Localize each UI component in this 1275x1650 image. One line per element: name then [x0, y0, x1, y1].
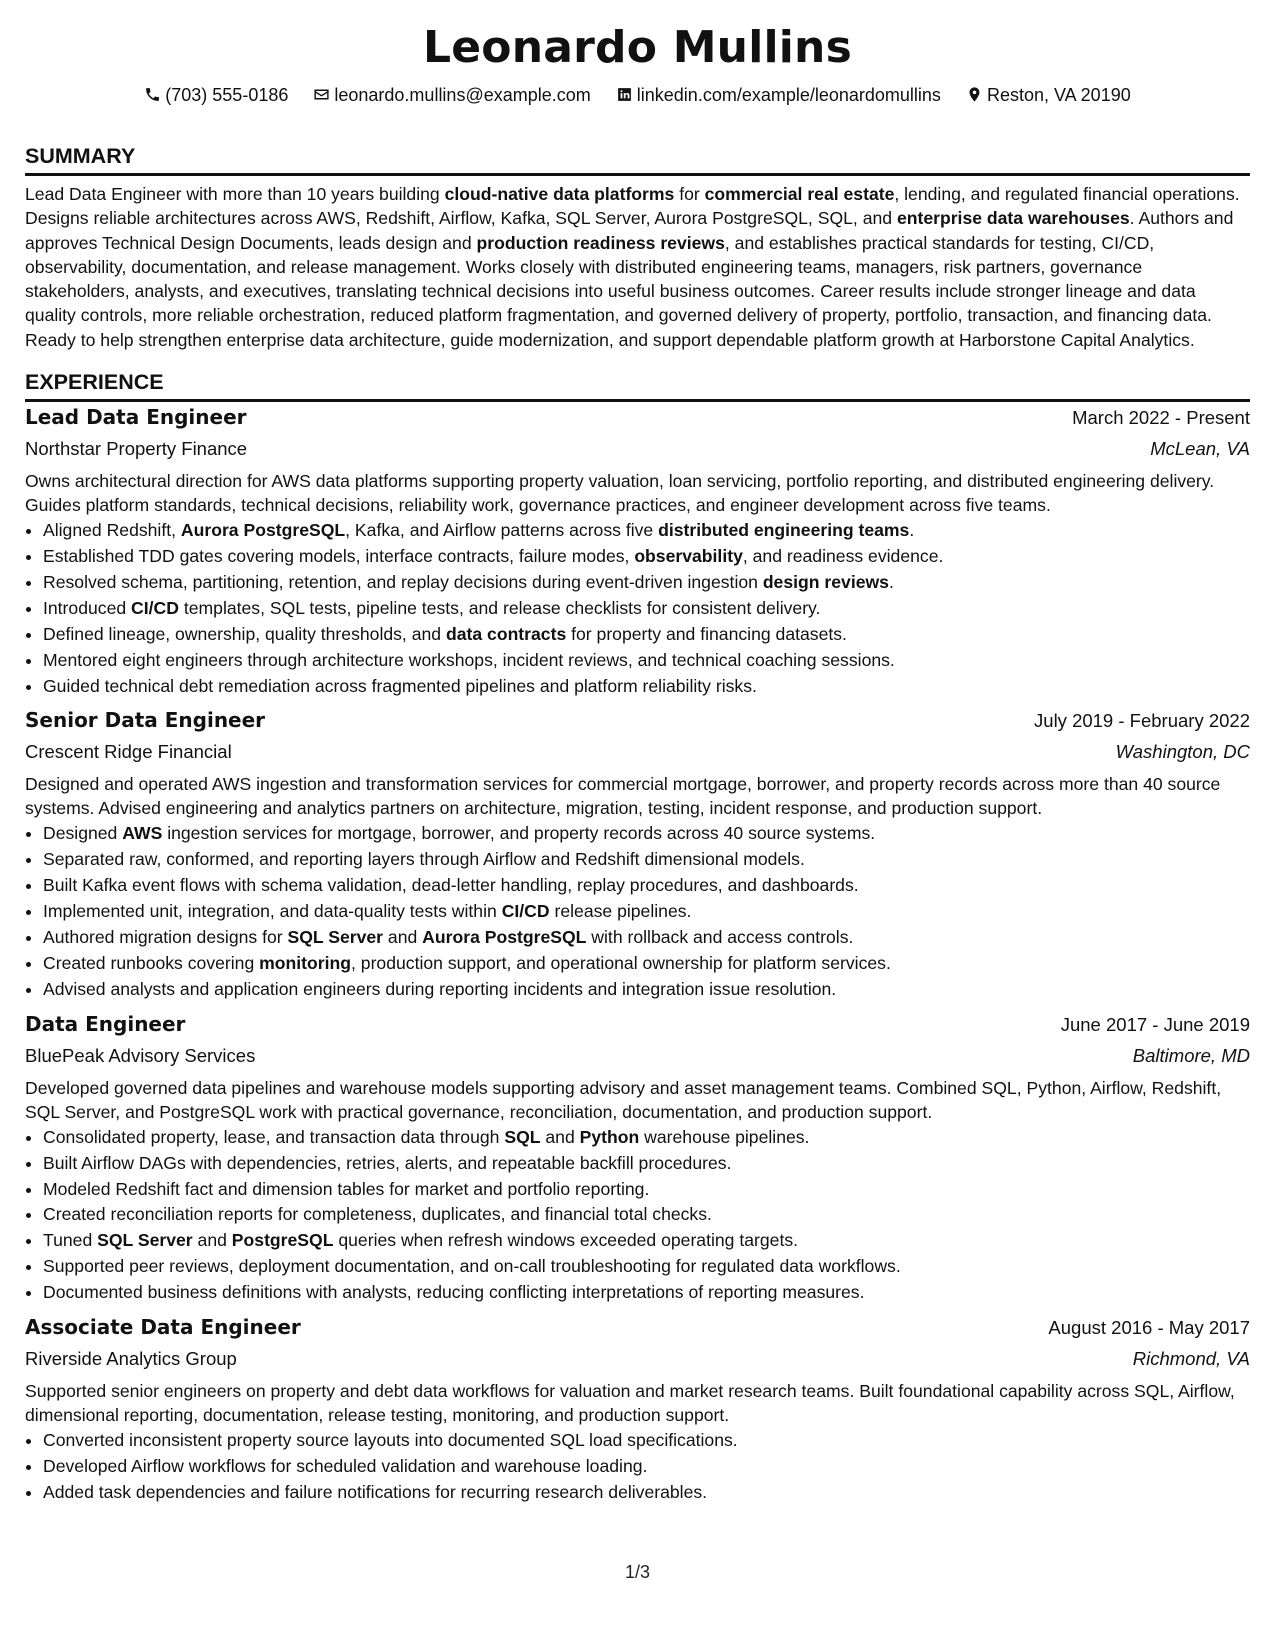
- text-run: , and establishes practical standards for testing, CI/CD, observability, documentation, and release management. Works closely with distributed engineering teams, managers, risk partners, governance stakeholders, analysts, and executives, translating technical decisions into useful business outcomes. Career results include stronger lineage and data quality controls, more reliable orchestration, reduced platform fragmentation, and governed delivery of property, portfolio, transaction, and financing data. Ready to help strengthen enterprise data architecture, guide modernization, and support dependable platform growth at Harborstone Capital Analytics.: [25, 232, 1212, 350]
- job-bullets: [25, 821, 1250, 1002]
- bold-text: monitoring: [259, 952, 352, 973]
- bold-text: enterprise data warehouses: [896, 208, 1130, 229]
- bold-text: commercial real estate: [704, 184, 895, 204]
- bold-text: design reviews: [762, 571, 889, 592]
- bullet-item: [43, 1125, 1250, 1151]
- text-run: Mentored eight engineers through architecture workshops, incident reviews, and technical coaching sessions.: [43, 649, 895, 670]
- text-run: , production support, and operational ownership for platform services.: [351, 952, 891, 973]
- text-run: Defined lineage, ownership, quality thresholds, and: [43, 623, 446, 644]
- job-entry: [25, 402, 1250, 699]
- bullet-item: [43, 951, 1250, 977]
- text-run: with rollback and access controls.: [586, 927, 854, 948]
- bullet-item: [43, 518, 1250, 544]
- bullet-item: [43, 1280, 1250, 1306]
- bold-text: Aurora PostgreSQL: [180, 520, 346, 541]
- job-dates: June 2017 - June 2019: [1060, 1013, 1250, 1035]
- job-header: [25, 1009, 1250, 1040]
- contact-email[interactable]: [313, 82, 590, 108]
- linkedin-text[interactable]: linkedin.com/example/leonardomullins: [636, 85, 941, 105]
- bold-text: Python: [579, 1126, 640, 1147]
- linkedin-icon: [616, 86, 633, 103]
- summary-text: [25, 182, 1250, 352]
- phone-icon: [144, 86, 161, 103]
- job-subheader: [25, 736, 1250, 767]
- bold-text: SQL: [504, 1126, 541, 1147]
- text-run: templates, SQL tests, pipeline tests, and release checklists for consistent delivery.: [178, 597, 821, 618]
- text-run: and: [540, 1126, 580, 1147]
- bullet-item: [43, 821, 1250, 847]
- summary-heading: SUMMARY: [25, 142, 1250, 176]
- job-entry: [25, 1009, 1250, 1306]
- candidate-name: Leonardo Mullins: [423, 22, 852, 73]
- contact-line: [25, 82, 1250, 108]
- text-run: Designed: [43, 823, 123, 844]
- job-entry: [25, 705, 1250, 1002]
- job-dates: August 2016 - May 2017: [1048, 1317, 1250, 1339]
- bold-text: cloud-native data platforms: [444, 184, 675, 204]
- bold-text: AWS: [122, 823, 163, 844]
- bold-text: CI/CD: [501, 901, 550, 922]
- text-run: , and readiness evidence.: [742, 545, 944, 566]
- email-text[interactable]: leonardo.mullins@example.com: [334, 85, 591, 105]
- bold-text: observability: [634, 545, 743, 566]
- job-location: McLean, VA: [1150, 438, 1250, 460]
- job-title: Data Engineer: [25, 1011, 186, 1036]
- bold-text: PostgreSQL: [231, 1230, 334, 1251]
- text-run: Supported peer reviews, deployment documentation, and on-call troubleshooting for regulated data workflows.: [43, 1256, 901, 1277]
- job-title: Senior Data Engineer: [25, 708, 266, 733]
- text-run: .: [909, 520, 915, 541]
- bold-text: Aurora PostgreSQL: [422, 927, 587, 948]
- text-run: release pipelines.: [549, 901, 692, 922]
- text-run: and: [192, 1230, 232, 1251]
- text-run: . Authors and approves Technical Design Documents, leads design and: [25, 208, 1234, 253]
- job-subheader: [25, 1343, 1250, 1374]
- bold-text: SQL Server: [97, 1230, 193, 1251]
- bullet-item: [43, 1480, 1250, 1506]
- bullet-item: [43, 1177, 1250, 1203]
- job-location: Washington, DC: [1115, 741, 1250, 763]
- job-description: Owns architectural direction for AWS data platforms supporting property valuation, loan servicing, portfolio reporting, and distributed engineering delivery. Guides platform standards, technical decisions, reliability work, governance practices, and engineer development across five teams.: [25, 471, 1215, 516]
- text-run: Tuned: [43, 1230, 98, 1251]
- job-description: Designed and operated AWS ingestion and transformation services for commercial mortgage, borrower, and property records across more than 40 source systems. Advised engineering and analytics partners on architecture, migration, testing, incident response, and production support.: [25, 774, 1221, 819]
- job-title: Associate Data Engineer: [25, 1315, 301, 1340]
- job-description: Supported senior engineers on property and debt data workflows for valuation and market research teams. Built foundational capability across SQL, Airflow, dimensional reporting, documentation, release testing, monitoring, and production support.: [25, 1381, 1235, 1426]
- bullet-item: [43, 977, 1250, 1003]
- bullet-item: [43, 648, 1250, 674]
- text-run: Added task dependencies and failure notifications for recurring research deliverables.: [43, 1481, 708, 1502]
- job-subheader: [25, 1040, 1250, 1071]
- bold-text: SQL Server: [287, 927, 384, 948]
- bold-text: data contracts: [445, 623, 567, 644]
- text-run: and: [383, 927, 423, 948]
- job-header: [25, 1312, 1250, 1343]
- bullet-item: [43, 1254, 1250, 1280]
- text-run: Established TDD gates covering models, interface contracts, failure modes,: [43, 545, 635, 566]
- job-location: Richmond, VA: [1132, 1348, 1250, 1370]
- text-run: Authored migration designs for: [43, 927, 288, 948]
- bullet-item: [43, 1151, 1250, 1177]
- bullet-item: [43, 1228, 1250, 1254]
- text-run: Modeled Redshift fact and dimension tables for market and portfolio reporting.: [43, 1178, 650, 1199]
- text-run: Guided technical debt remediation across fragmented pipelines and platform reliability risks.: [43, 675, 757, 696]
- bold-text: CI/CD: [131, 597, 179, 618]
- job-description: Developed governed data pipelines and warehouse models supporting advisory and asset management teams. Combined SQL, Python, Airflow, Redshift, SQL Server, and PostgreSQL work with practical governance, reconciliation, documentation, and production support.: [25, 1077, 1222, 1122]
- page-indicator: 1/3: [624, 1562, 651, 1582]
- map-marker-icon: [966, 86, 983, 103]
- bold-text: distributed engineering teams: [658, 520, 910, 541]
- job-subheader: [25, 433, 1250, 464]
- text-run: Lead Data Engineer with more than 10 years building: [25, 184, 445, 204]
- text-run: , Kafka, and Airflow patterns across five: [345, 520, 659, 541]
- bullet-item: [43, 622, 1250, 648]
- job-bullets: [25, 1125, 1250, 1306]
- text-run: Aligned Redshift,: [43, 520, 181, 541]
- text-run: ingestion services for mortgage, borrower, and property records across 40 source systems.: [162, 823, 876, 844]
- bullet-item: [43, 674, 1250, 700]
- job-title: Lead Data Engineer: [25, 405, 247, 430]
- text-run: Introduced: [43, 597, 132, 618]
- text-run: Built Airflow DAGs with dependencies, retries, alerts, and repeatable backfill procedures.: [43, 1152, 732, 1173]
- text-run: for property and financing datasets.: [566, 623, 847, 644]
- text-run: Created reconciliation reports for completeness, duplicates, and financial total checks.: [43, 1204, 712, 1225]
- bullet-item: [43, 596, 1250, 622]
- bold-text: production readiness reviews: [476, 232, 725, 253]
- company-name: BluePeak Advisory Services: [25, 1044, 256, 1066]
- bullet-item: [43, 1428, 1250, 1454]
- text-run: .: [888, 571, 894, 592]
- experience-heading: EXPERIENCE: [25, 368, 1250, 402]
- text-run: Developed Airflow workflows for scheduled validation and warehouse loading.: [43, 1456, 648, 1477]
- text-run: warehouse pipelines.: [639, 1126, 810, 1147]
- text-run: Consolidated property, lease, and transaction data through: [43, 1126, 505, 1147]
- bullet-item: [43, 1202, 1250, 1228]
- text-run: queries when refresh windows exceeded operating targets.: [333, 1230, 799, 1251]
- text-run: for: [674, 184, 705, 204]
- text-run: Resolved schema, partitioning, retention, and replay decisions during event-driven ingestion: [43, 571, 763, 592]
- job-header: [25, 402, 1250, 433]
- text-run: Converted inconsistent property source layouts into documented SQL load specifications.: [43, 1430, 738, 1451]
- phone-text: (703) 555-0186: [165, 85, 289, 105]
- company-name: Northstar Property Finance: [25, 438, 248, 460]
- job-bullets: [25, 1428, 1250, 1506]
- text-run: Separated raw, conformed, and reporting layers through Airflow and Redshift dimensional models.: [43, 849, 805, 870]
- job-entry: [25, 1312, 1250, 1506]
- bullet-item: [43, 847, 1250, 873]
- bullet-item: [43, 1454, 1250, 1480]
- job-location: Baltimore, MD: [1132, 1044, 1250, 1066]
- job-dates: July 2019 - February 2022: [1034, 710, 1250, 732]
- contact-linkedin[interactable]: [616, 82, 941, 108]
- contact-location: [966, 82, 1131, 108]
- text-run: Documented business definitions with analysts, reducing conflicting interpretations of reporting measures.: [43, 1282, 865, 1303]
- company-name: Riverside Analytics Group: [25, 1348, 237, 1370]
- bullet-item: [43, 899, 1250, 925]
- resume-page: [25, 0, 1250, 1506]
- text-run: Built Kafka event flows with schema validation, dead-letter handling, replay procedures, and dashboards.: [43, 875, 859, 896]
- bullet-item: [43, 544, 1250, 570]
- bullet-item: [43, 873, 1250, 899]
- bullet-item: [43, 925, 1250, 951]
- text-run: Advised analysts and application engineers during reporting incidents and integration issue resolution.: [43, 978, 837, 999]
- bullet-item: [43, 570, 1250, 596]
- experience-list: [25, 402, 1250, 1506]
- job-bullets: [25, 518, 1250, 699]
- text-run: Implemented unit, integration, and data-quality tests within: [43, 901, 502, 922]
- text-run: , lending, and regulated financial operations. Designs reliable architectures across AWS, Redshift, Airflow, Kafka, SQL Server, Aurora PostgreSQL, SQL, and: [25, 184, 1240, 229]
- job-dates: March 2022 - Present: [1072, 407, 1250, 429]
- company-name: Crescent Ridge Financial: [25, 741, 232, 763]
- job-header: [25, 705, 1250, 736]
- envelope-icon: [313, 86, 330, 103]
- contact-phone: [144, 82, 288, 108]
- text-run: Created runbooks covering: [43, 952, 260, 973]
- location-text: Reston, VA 20190: [986, 85, 1131, 105]
